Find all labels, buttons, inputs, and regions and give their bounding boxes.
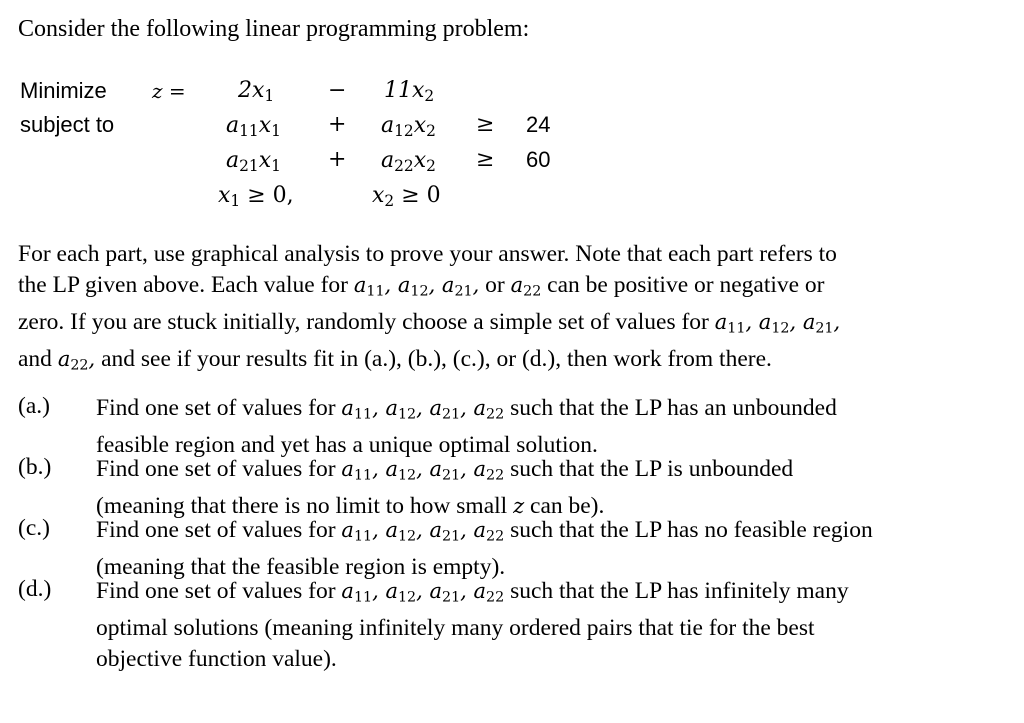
part-c-label: (c.) <box>18 515 50 541</box>
constraint-1-relation: ≥ <box>476 112 495 137</box>
minimize-label: Minimize <box>20 78 107 103</box>
part-a-text: Find one set of values for $a_{11}$, $a_{12}$, $a_{21}$, $a_{22}$ such that the LP has an unbounded feasible region and yet has a unique optimal solution. <box>96 395 837 459</box>
constraint-2-term-1: $a_{21}x_1$ <box>226 148 281 175</box>
constraint-1-term-2: $a_{12}x_2$ <box>381 113 436 140</box>
objective-term-1: $2x_1$ <box>238 78 275 105</box>
page-heading: Consider the following linear programming problem: <box>18 16 530 42</box>
instructions-line: the LP given above. Each value for $a_{11}$, $a_{12}$, $a_{21}$, or $a_{22}$ can be positive or negative or <box>18 271 825 300</box>
nonneg-x2: $x_2 \ge 0$ <box>372 183 441 210</box>
part-b-label: (b.) <box>18 454 52 480</box>
part-d-label: (d.) <box>18 576 52 602</box>
instructions-line: and $a_{22}$, and see if your results fit in (a.), (b.), (c.), or (d.), then work from there. <box>18 345 772 374</box>
constraint-1-term-1: $a_{11}x_1$ <box>226 113 281 140</box>
instructions-line: zero. If you are stuck initially, randomly choose a simple set of values for $a_{11}$, $a_{12}$, $a_{21}$, <box>18 308 841 337</box>
part-a-label: (a.) <box>18 393 50 419</box>
constraint-2-rhs: 60 <box>526 147 551 172</box>
part-c-text: Find one set of values for $a_{11}$, $a_{12}$, $a_{21}$, $a_{22}$ such that the LP has no feasible region (meaning that the feasible region is empty). <box>96 517 873 581</box>
instructions-line: For each part, use graphical analysis to prove your answer. Note that each part refers to <box>18 241 837 267</box>
objective-term-2: $11x_2$ <box>384 78 435 105</box>
instructions-paragraph <box>18 239 1008 381</box>
objective-operator: − <box>328 78 347 103</box>
constraint-2-term-2: $a_{22}x_2$ <box>381 148 436 175</box>
objective-z-eq: z = <box>152 79 186 103</box>
constraint-2-operator: + <box>328 147 347 172</box>
subject-to-label: subject to <box>20 112 115 137</box>
part-d-text: Find one set of values for $a_{11}$, $a_{12}$, $a_{21}$, $a_{22}$ such that the LP has infinitely many optimal solutions (meaning infinitely many ordered pairs that tie for the best objective function value). <box>96 578 849 672</box>
nonneg-x1: $x_1 \ge 0$, <box>218 183 294 210</box>
part-b-text: Find one set of values for $a_{11}$, $a_{12}$, $a_{21}$, $a_{22}$ such that the LP is unbounded (meaning that there is no limit to how small z can be). <box>96 456 794 520</box>
constraint-1-operator: + <box>328 112 347 137</box>
constraint-2-relation: ≥ <box>476 147 495 172</box>
constraint-1-rhs: 24 <box>526 112 551 137</box>
